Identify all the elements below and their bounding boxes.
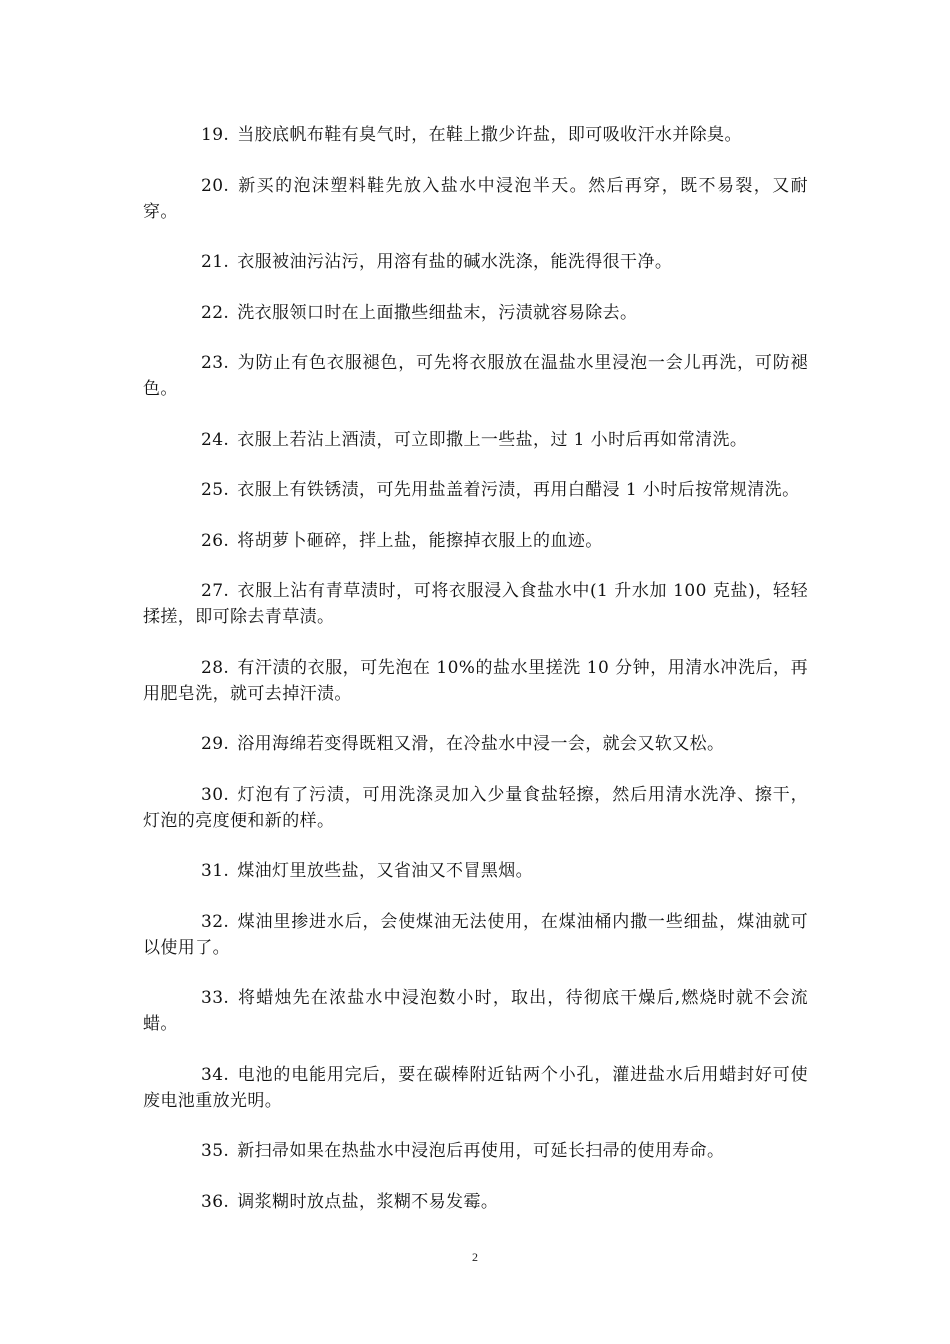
tip-text: 新扫帚如果在热盐水中浸泡后再使用，可延长扫帚的使用寿命。 [237, 1141, 725, 1161]
tip-item [143, 122, 808, 148]
tip-text: 将胡萝卜砸碎，拌上盐，能擦掉衣服上的血迹。 [237, 530, 603, 551]
tip-text: 煤油里掺进水后，会使煤油无法使用，在煤油桶内撒一些细盐，煤油就可以使用了。 [143, 911, 808, 958]
tip-text: 电池的电能用完后，要在碳棒附近钻两个小孔，灌进盐水后用蜡封好可使废电池重放光明。 [143, 1064, 808, 1111]
tip-text: 洗衣服领口时在上面撒些细盐末，污渍就容易除去。 [237, 302, 638, 323]
tip-item [143, 528, 808, 554]
tip-number: 32. [201, 911, 230, 932]
tip-text: 调浆糊时放点盐，浆糊不易发霉。 [237, 1191, 499, 1212]
tip-item [143, 1189, 808, 1215]
tip-item [143, 985, 808, 1037]
tip-text: 新买的泡沫塑料鞋先放入盐水中浸泡半天。然后再穿，既不易裂，又耐穿。 [143, 175, 808, 222]
tip-item [143, 249, 808, 275]
tip-item [143, 350, 808, 402]
tip-text: 有汗渍的衣服，可先泡在 10%的盐水里搓洗 10 分钟，用清水冲洗后，再用肥皂洗，就可去掉汗渍。 [143, 657, 808, 704]
tip-number: 22. [201, 302, 230, 323]
tip-item [143, 300, 808, 326]
tip-number: 19. [201, 125, 230, 145]
tip-text: 衣服被油污沾污，用溶有盐的碱水洗涤，能洗得很干净。 [237, 252, 673, 272]
tip-number: 30. [201, 784, 230, 805]
tip-item [143, 427, 808, 453]
tip-number: 25. [201, 480, 230, 500]
tip-item [143, 909, 808, 961]
tip-number: 24. [201, 429, 230, 450]
tip-text: 为防止有色衣服褪色，可先将衣服放在温盐水里浸泡一会儿再洗，可防褪色。 [143, 353, 808, 399]
tip-number: 33. [201, 988, 230, 1008]
tip-number: 23. [201, 353, 230, 373]
tip-number: 28. [201, 657, 230, 678]
tip-item [143, 858, 808, 884]
tip-item [143, 782, 808, 834]
tip-number: 31. [201, 861, 230, 881]
tip-number: 29. [201, 734, 230, 754]
tip-text: 煤油灯里放些盐，又省油又不冒黑烟。 [237, 861, 534, 881]
tip-number: 27. [201, 581, 230, 601]
tip-item [143, 731, 808, 757]
tips-list [143, 122, 808, 1239]
tip-text: 灯泡有了污渍，可用洗涤灵加入少量食盐轻擦，然后用清水洗净、擦干，灯泡的亮度便和新的样。 [143, 784, 808, 831]
tip-number: 35. [201, 1141, 230, 1161]
tip-item [143, 477, 808, 503]
tip-number: 36. [201, 1191, 230, 1212]
tip-item [143, 1138, 808, 1164]
tip-text: 当胶底帆布鞋有臭气时，在鞋上撒少许盐，即可吸收汗水并除臭。 [237, 125, 742, 145]
tip-text: 将蜡烛先在浓盐水中浸泡数小时，取出，待彻底干燥后,燃烧时就不会流蜡。 [143, 988, 808, 1034]
tip-text: 衣服上有铁锈渍，可先用盐盖着污渍，再用白醋浸 1 小时后按常规清洗。 [237, 480, 800, 500]
tip-item [143, 1062, 808, 1114]
tip-text: 衣服上若沾上酒渍，可立即撒上一些盐，过 1 小时后再如常清洗。 [237, 429, 748, 450]
tip-number: 34. [201, 1064, 230, 1085]
tip-item [143, 173, 808, 225]
tip-item [143, 578, 808, 630]
tip-item [143, 655, 808, 707]
tip-number: 21. [201, 252, 230, 272]
page-number: 2 [472, 1250, 478, 1264]
tip-number: 20. [201, 175, 230, 196]
tip-text: 浴用海绵若变得既粗又滑，在冷盐水中浸一会，就会又软又松。 [237, 734, 725, 754]
tip-number: 26. [201, 530, 230, 551]
tip-text: 衣服上沾有青草渍时，可将衣服浸入食盐水中(1 升水加 100 克盐)，轻轻揉搓，即可除去青草渍。 [143, 581, 808, 627]
